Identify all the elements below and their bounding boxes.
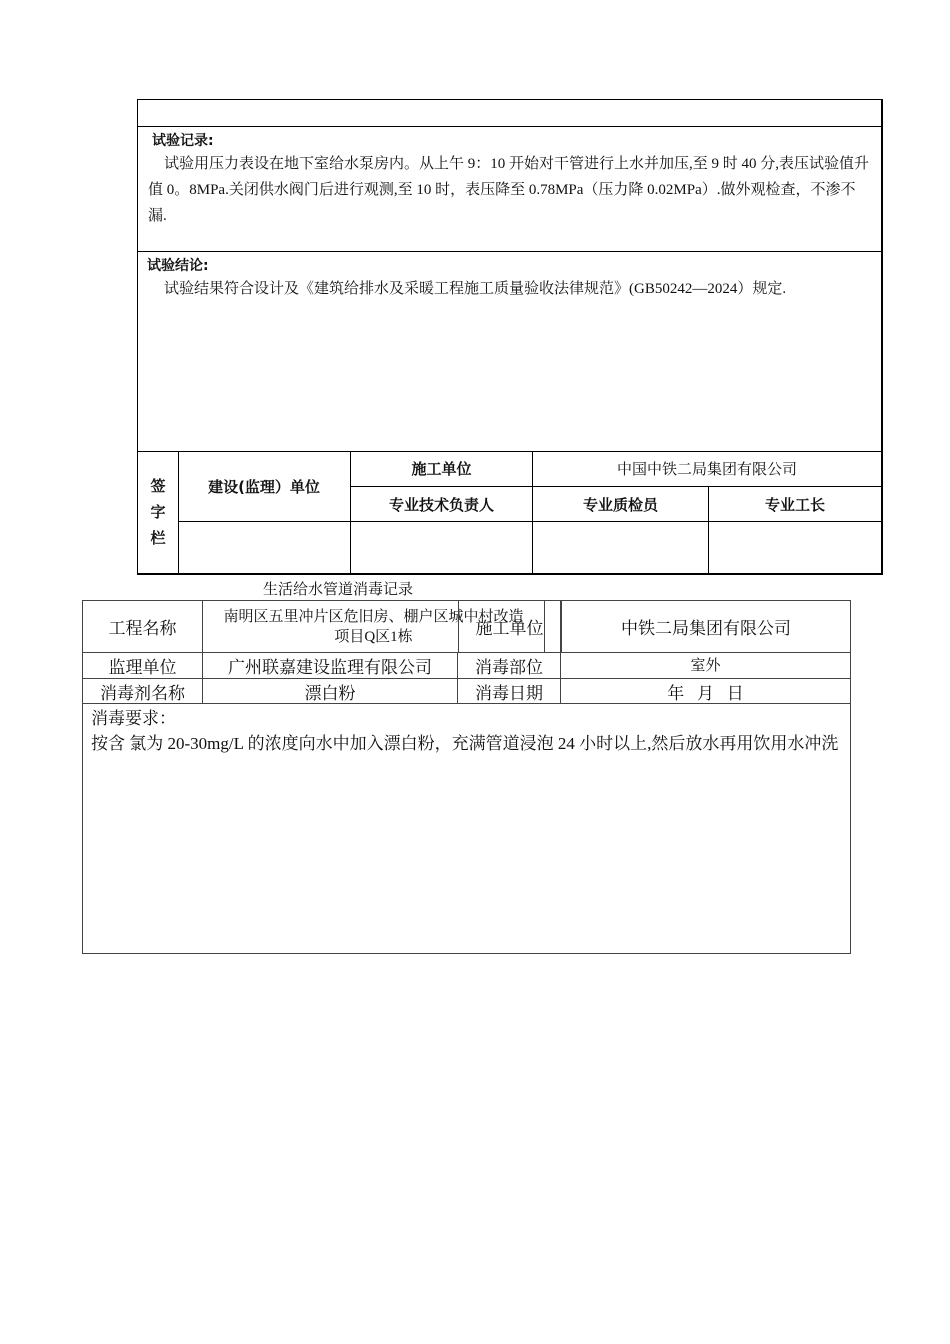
signature-side-label — [138, 451, 179, 573]
disinfection-requirements — [83, 704, 850, 953]
disinfection-date-value: 年 月 日 — [561, 679, 850, 704]
construction-unit-header: 施工单位 — [351, 451, 533, 487]
tech-lead-signature-cell[interactable] — [351, 522, 533, 573]
form-header-row — [138, 100, 881, 127]
disinfectant-name-value: 漂白粉 — [203, 679, 458, 704]
test-record-text: 试验用压力表设在地下室给水泵房内。从上午 9：10 开始对干管进行上水并加压,至 9 时 40 分,表压试验值升值 0。8MPa.关闭供水阀门后进行观测,至 10 时，表压降至 0.78MPa（压力降 0.02MPa）.做外观检查，不渗不漏. — [148, 156, 870, 224]
signature-side-char: 栏 — [150, 529, 166, 547]
project-name-label: 工程名称 — [83, 601, 203, 653]
disinfection-title: 生活给水管道消毒记录 — [263, 582, 414, 598]
construction-company-name: 中国中铁二局集团有限公司 — [533, 451, 881, 487]
construction-unit-label: 施工单位 — [458, 601, 561, 653]
tech-lead-header: 专业技术负责人 — [351, 487, 533, 522]
test-conclusion-section — [138, 251, 881, 452]
test-conclusion-text: 试验结果符合设计及《建筑给排水及采暖工程施工质量验收法律规范》(GB50242—2024）规定. — [164, 281, 787, 297]
test-record-label: 试验记录: — [152, 133, 214, 149]
signature-block — [138, 451, 881, 573]
pressure-test-form — [137, 99, 883, 575]
disinfection-date-label: 消毒日期 — [458, 679, 561, 704]
supervision-unit-label: 监理单位 — [83, 653, 203, 679]
build-unit-signature-cell[interactable] — [178, 522, 351, 573]
disinfection-location-value: 室外 — [561, 653, 850, 679]
quality-inspector-header: 专业质检员 — [533, 487, 709, 522]
disinfectant-name-label: 消毒剂名称 — [83, 679, 203, 704]
supervision-unit-value: 广州联嘉建设监理有限公司 — [203, 653, 458, 679]
test-conclusion-label: 试验结论: — [147, 258, 209, 274]
build-unit-header: 建设(监理）单位 — [178, 451, 351, 522]
test-record-section — [138, 126, 881, 252]
foreman-header: 专业工长 — [709, 487, 881, 522]
signature-side-char: 字 — [150, 503, 166, 521]
requirement-label: 消毒要求： — [91, 709, 176, 728]
foreman-signature-cell[interactable] — [709, 522, 881, 573]
disinfection-location-label: 消毒部位 — [458, 653, 561, 679]
requirement-text: 按含 氯为 20-30mg/L 的浓度向水中加入漂白粉，充满管道浸泡 24 小时以上,然后放水再用饮用水冲洗 — [91, 734, 839, 753]
project-name-value: 南明区五里冲片区危旧房、棚户区城中村改造项目Q区1栋 — [203, 601, 545, 653]
signature-side-char: 签 — [150, 477, 166, 495]
disinfection-form — [82, 600, 851, 954]
quality-inspector-signature-cell[interactable] — [533, 522, 709, 573]
construction-unit-value: 中铁二局集团有限公司 — [561, 601, 850, 653]
